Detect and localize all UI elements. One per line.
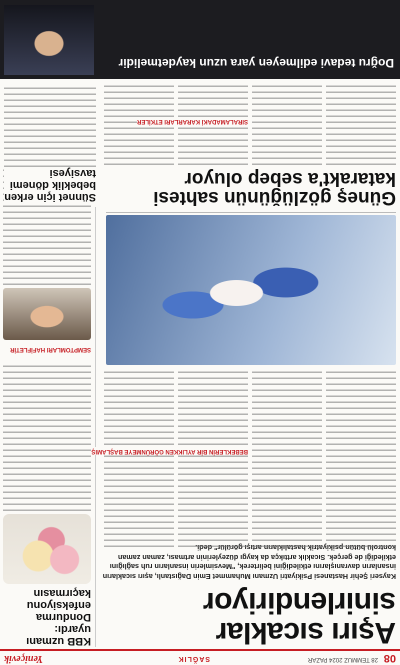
cataract-subhead: SIRALAMADAKİ KARARLARI ETKİLER bbox=[137, 118, 248, 124]
masthead bbox=[0, 649, 400, 665]
issue-date: 28 TEMMUZ 2024 PAZAR bbox=[307, 656, 378, 662]
circumcision-headline: Sünnet için erken bebeklik dönemi tavsiyesi bbox=[4, 167, 96, 203]
lead-column-3 bbox=[178, 367, 248, 547]
sidebar-article bbox=[0, 207, 96, 647]
lead-column-4 bbox=[104, 367, 174, 547]
lead-deck: Kayseri Şehir Hastanesi Psikiyatri Uzmanı Muhammet Emin Dağıstanlı, aşırı sıcakların insanların davranışlarını etkilediğini belirterek, "Mevsimlerin insanların ruh sağlığını etkilediği de gerçek. Sıcaklık arttıkça da kaygı düzeylerinin artması, zaman zaman kontrolü bütün psikiyatrik hastalıkların artışı görülür" dedi. bbox=[102, 543, 396, 581]
eye-exam-photo bbox=[106, 215, 396, 365]
sidebar-headline: KBB uzmanı uyardı: Dondurma enfeksiyonu kaçırmasın bbox=[26, 587, 91, 647]
wound-headline: Doğru tedavi edilmeyen yara uzun kaydetmelidir bbox=[118, 56, 394, 70]
page-number: 08 bbox=[383, 652, 396, 664]
cataract-column-2 bbox=[252, 83, 322, 165]
wound-doctor-photo bbox=[4, 5, 94, 75]
newspaper-logo: Yeniçevik bbox=[4, 653, 43, 664]
lead-headline: Aşırı sıcaklar sinirlendiriyor bbox=[203, 586, 396, 649]
section-label: SAĞLIK bbox=[177, 655, 210, 662]
lead-column-2 bbox=[252, 367, 322, 547]
cataract-headline: Güneş gözlüğünün sahtesi katarakt'a sebep oluyor bbox=[153, 168, 396, 208]
ice-cream-photo bbox=[3, 514, 91, 584]
sidebar-body-text bbox=[3, 361, 91, 511]
lead-subhead-1: BEBEKLERİN BİR AYLIKKEN GÖRÜNMEYE BAŞLAMIŞ bbox=[91, 448, 248, 454]
sidebar-kicker: SEMPTOMLARI HAFİFLETİR bbox=[10, 346, 91, 352]
doctor-portrait bbox=[3, 288, 91, 340]
cataract-column-1 bbox=[326, 83, 396, 165]
photo-rule bbox=[106, 212, 396, 213]
lead-column-1 bbox=[326, 367, 396, 547]
